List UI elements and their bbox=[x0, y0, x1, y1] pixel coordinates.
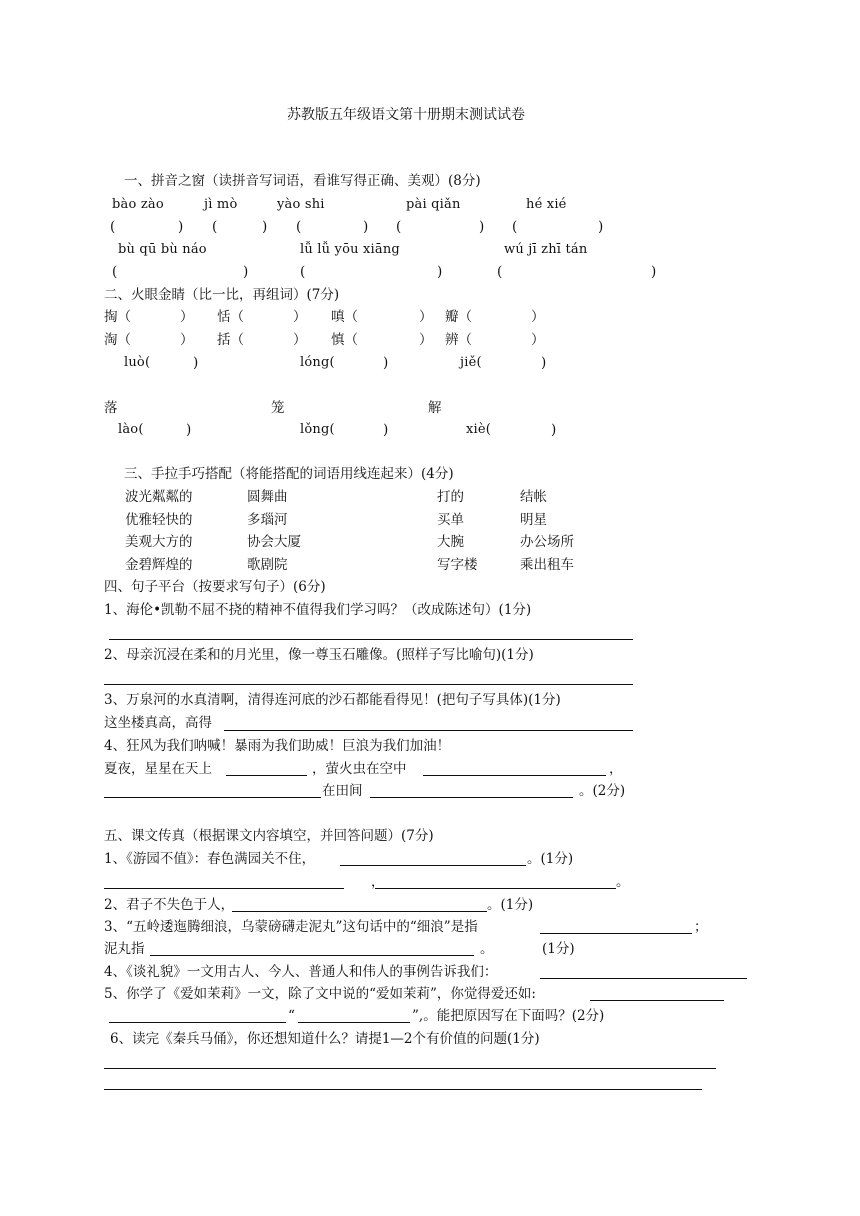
match-word: 美观大方的 bbox=[125, 534, 193, 550]
question-text: 1、《游园不值》：春色满园关不住， bbox=[104, 851, 316, 867]
answer-line[interactable] bbox=[370, 797, 573, 798]
answer-line[interactable] bbox=[298, 1022, 410, 1023]
answer-paren: ( bbox=[497, 264, 503, 280]
match-word: 写字楼 bbox=[437, 557, 478, 573]
page-title: 苏教版五年级语文第十册期末测试试卷 bbox=[287, 107, 525, 123]
answer-paren: ) bbox=[383, 422, 389, 438]
pinyin: pài qiǎn bbox=[406, 197, 461, 212]
question-text: 1、海伦•凯勒不屈不挠的精神不值得我们学习吗？（改成陈述句）(1分) bbox=[104, 602, 532, 618]
pinyin: hé xié bbox=[526, 197, 567, 212]
answer-paren: ( bbox=[512, 219, 518, 235]
sentence-prompt: 这坐楼真高，高得 bbox=[104, 715, 212, 731]
answer-paren: ） bbox=[419, 332, 433, 348]
answer-line[interactable] bbox=[104, 1068, 716, 1069]
answer-paren: ) bbox=[598, 219, 604, 235]
match-word: 圆舞曲 bbox=[247, 489, 288, 505]
question-text: 5、你学了《爱如茉莉》一文，除了文中说的“爱如茉莉”，你觉得爱还如: bbox=[104, 986, 536, 1002]
pinyin: yào shi bbox=[277, 197, 325, 212]
match-word: 歌剧院 bbox=[247, 557, 288, 573]
match-word: 买单 bbox=[437, 512, 464, 528]
question-text: 4、《谈礼貌》一文用古人、今人、普通人和伟人的事例告诉我们： bbox=[104, 964, 498, 980]
sentence-prompt: 夏夜，星星在天上 bbox=[104, 761, 212, 777]
answer-line[interactable] bbox=[109, 1022, 286, 1023]
answer-line[interactable] bbox=[540, 933, 692, 934]
pinyin: wú jī zhī tán bbox=[504, 242, 588, 257]
answer-line[interactable] bbox=[109, 639, 633, 640]
sentence-prompt: ， bbox=[609, 761, 623, 777]
punctuation: 。 bbox=[480, 941, 494, 957]
char-compare: 嗔（ bbox=[331, 309, 358, 325]
answer-paren: ( bbox=[110, 219, 116, 235]
section-2-heading: 二、火眼金睛（比一比，再组词）(7分) bbox=[104, 287, 340, 303]
answer-line[interactable] bbox=[104, 1089, 702, 1090]
question-text: ”,。能把原因写在下面吗？(2分) bbox=[412, 1008, 605, 1024]
match-word: 结帐 bbox=[520, 489, 547, 505]
answer-line[interactable] bbox=[423, 775, 606, 776]
answer-line[interactable] bbox=[104, 797, 321, 798]
match-word: 打的 bbox=[437, 489, 464, 505]
match-word: 金碧辉煌的 bbox=[125, 557, 193, 573]
answer-paren: ) bbox=[193, 355, 199, 371]
punctuation: ； bbox=[694, 919, 708, 935]
answer-paren: ） bbox=[293, 309, 307, 325]
score-label: 。(1分) bbox=[487, 897, 534, 913]
question-text: 3、“五岭逶迤腾细浪，乌蒙磅礴走泥丸”这句话中的“细浪”是指 bbox=[104, 919, 478, 935]
answer-line[interactable] bbox=[340, 865, 526, 866]
match-word: 协会大厦 bbox=[247, 534, 301, 550]
answer-paren: ） bbox=[180, 332, 194, 348]
char-compare: 慎（ bbox=[331, 332, 358, 348]
char-compare: 瓣（ bbox=[445, 309, 472, 325]
answer-paren: ） bbox=[293, 332, 307, 348]
question-text: 3、万泉河的水真清啊，清得连河底的沙石都能看得见！(把句子写具体)(1分) bbox=[104, 692, 561, 708]
answer-paren: ) bbox=[541, 355, 547, 371]
answer-paren: ） bbox=[419, 309, 433, 325]
answer-paren: ） bbox=[531, 332, 545, 348]
match-word: 大腕 bbox=[437, 534, 464, 550]
answer-line[interactable] bbox=[232, 911, 487, 912]
answer-paren: ) bbox=[363, 219, 369, 235]
score-label: 。(2分) bbox=[579, 783, 626, 799]
match-word: 多瑙河 bbox=[247, 512, 288, 528]
answer-line[interactable] bbox=[150, 955, 474, 956]
answer-paren: ( bbox=[300, 264, 306, 280]
answer-paren: ) bbox=[651, 264, 657, 280]
answer-paren: ( bbox=[112, 264, 118, 280]
pinyin: luò( bbox=[124, 355, 151, 370]
char-compare: 恬（ bbox=[217, 309, 244, 325]
sentence-prompt: ，萤火虫在空中 bbox=[312, 761, 407, 777]
answer-paren: ） bbox=[180, 309, 194, 325]
answer-line[interactable] bbox=[224, 730, 633, 731]
answer-line[interactable] bbox=[590, 1000, 724, 1001]
answer-paren: ) bbox=[479, 219, 485, 235]
score-label: 。(1分) bbox=[527, 851, 574, 867]
section-4-heading: 四、句子平台（按要求写句子）(6分) bbox=[104, 579, 326, 595]
answer-paren: ) bbox=[243, 264, 249, 280]
pinyin: lóng( bbox=[300, 355, 335, 370]
answer-paren: ) bbox=[178, 219, 184, 235]
section-1-heading: 一、拼音之窗（读拼音写词语，看谁写得正确、美观）(8分) bbox=[124, 173, 481, 189]
match-word: 办公场所 bbox=[520, 534, 574, 550]
polyphonic-char: 落 bbox=[104, 400, 118, 416]
answer-line[interactable] bbox=[104, 888, 344, 889]
answer-line[interactable] bbox=[226, 775, 307, 776]
pinyin: lǒng( bbox=[300, 422, 335, 437]
question-text: 2、君子不失色于人， bbox=[104, 897, 235, 913]
char-compare: 掏（ bbox=[104, 309, 131, 325]
punctuation: ， bbox=[371, 874, 385, 890]
pinyin: lǚ lǚ yōu xiāng bbox=[300, 242, 400, 257]
answer-line[interactable] bbox=[375, 888, 616, 889]
answer-paren: ) bbox=[186, 422, 192, 438]
question-text: 6、读完《秦兵马俑》，你还想知道什么？请提1—2个有价值的问题(1分) bbox=[110, 1031, 540, 1047]
pinyin: jì mò bbox=[204, 197, 238, 212]
answer-paren: ) bbox=[383, 355, 389, 371]
punctuation: “ bbox=[288, 1008, 295, 1024]
section-5-heading: 五、课文传真（根据课文内容填空，并回答问题）(7分) bbox=[104, 828, 434, 844]
pinyin: bào zào bbox=[112, 197, 164, 212]
question-text: 4、狂风为我们呐喊！暴雨为我们助威！巨浪为我们加油！ bbox=[104, 738, 451, 754]
answer-paren: ) bbox=[262, 219, 268, 235]
match-word: 明星 bbox=[520, 512, 547, 528]
pinyin: lào( bbox=[118, 422, 144, 437]
score-label: (1分) bbox=[542, 941, 575, 957]
pinyin: xiè( bbox=[466, 422, 492, 437]
pinyin: jiě( bbox=[460, 355, 482, 370]
match-word: 波光粼粼的 bbox=[125, 489, 193, 505]
match-word: 优雅轻快的 bbox=[125, 512, 193, 528]
match-word: 乘出租车 bbox=[520, 557, 574, 573]
char-compare: 括（ bbox=[217, 332, 244, 348]
char-compare: 辨（ bbox=[445, 332, 472, 348]
answer-paren: ) bbox=[437, 264, 443, 280]
answer-paren: ( bbox=[296, 219, 302, 235]
answer-paren: ) bbox=[551, 422, 557, 438]
pinyin: bù qū bù náo bbox=[118, 242, 207, 257]
answer-line[interactable] bbox=[104, 684, 633, 685]
answer-line[interactable] bbox=[540, 978, 747, 979]
sentence-prompt: 在田间 bbox=[322, 783, 363, 799]
answer-paren: ( bbox=[212, 219, 218, 235]
sentence-prompt: 泥丸指 bbox=[104, 941, 145, 957]
question-text: 2、母亲沉浸在柔和的月光里，像一尊玉石雕像。(照样子写比喻句)(1分) bbox=[104, 647, 534, 663]
punctuation: 。 bbox=[616, 874, 630, 890]
char-compare: 淘（ bbox=[104, 332, 131, 348]
answer-paren: ( bbox=[396, 219, 402, 235]
answer-paren: ） bbox=[531, 309, 545, 325]
section-3-heading: 三、手拉手巧搭配（将能搭配的词语用线连起来）(4分) bbox=[124, 466, 454, 482]
polyphonic-char: 解 bbox=[428, 400, 442, 416]
polyphonic-char: 笼 bbox=[271, 400, 285, 416]
